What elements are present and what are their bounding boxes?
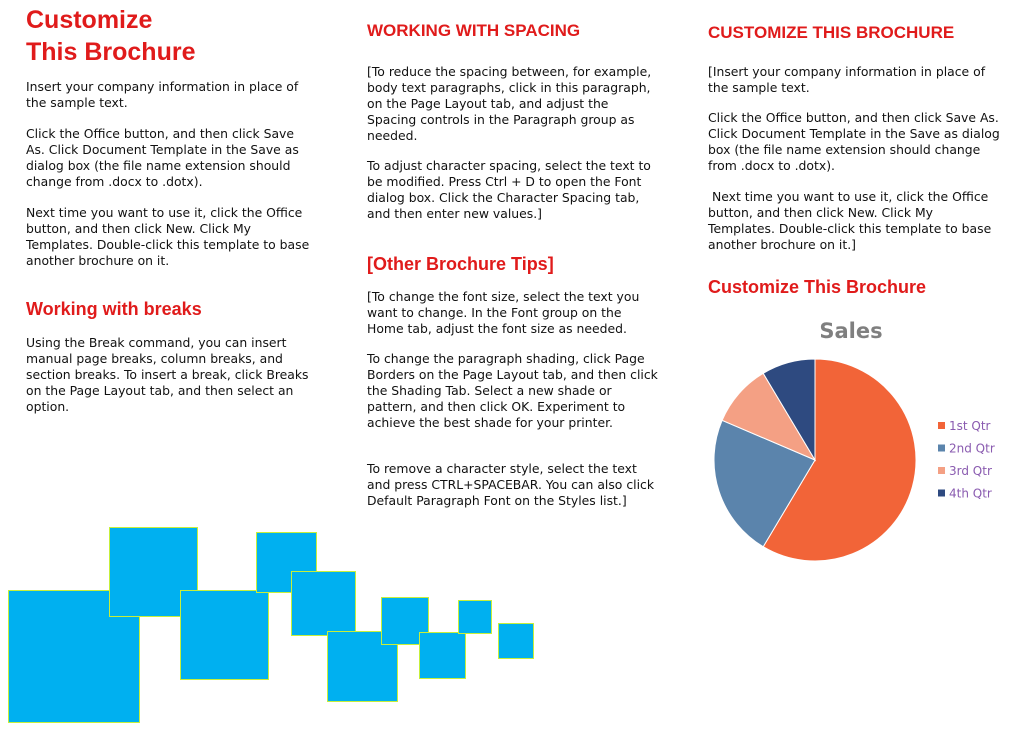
- decorative-square-10: [498, 623, 534, 659]
- decorative-square-9: [458, 600, 492, 634]
- decorative-square-5: [291, 571, 356, 636]
- col3-paragraph-2: Click the Office button, and then click Save As. Click Document Template in the Save as dialog box (the file name extension should change from .docx to .dotx).: [708, 110, 1000, 173]
- legend-label-4: 4th Qtr: [949, 486, 992, 501]
- legend-swatch-1: [938, 422, 945, 429]
- customize-this-brochure-heading: CUSTOMIZE THIS BROCHURE: [708, 23, 955, 42]
- col2-paragraph-3: [To change the font size, select the text you want to change. In the Font group on the Home tab, adjust the font size as needed.: [367, 289, 640, 336]
- legend-swatch-4: [938, 490, 945, 497]
- col2-paragraph-2: To adjust character spacing, select the text to be modified. Press Ctrl + D to open the Font dialog box. Click the Character Spacing tab, and then enter new values.]: [367, 158, 651, 221]
- col1-paragraph-4: Using the Break command, you can insert manual page breaks, column breaks, and section breaks. To insert a break, click Breaks on the Page Layout tab, and then select an option.: [26, 335, 309, 414]
- other-brochure-tips-heading: [Other Brochure Tips]: [367, 254, 554, 274]
- working-with-breaks-heading: Working with breaks: [26, 299, 202, 319]
- decorative-square-3: [180, 590, 269, 680]
- sales-pie-chart: [700, 312, 1010, 572]
- col2-paragraph-4: To change the paragraph shading, click Page Borders on the Page Layout tab, and then click the Shading Tab. Select a new shade or pattern, and then click OK. Experiment to achieve the best shade for your printer.: [367, 351, 658, 430]
- col2-paragraph-5: To remove a character style, select the text and press CTRL+SPACEBAR. You can also click Default Paragraph Font on the Styles list.]: [367, 461, 655, 508]
- col1-paragraph-2: Click the Office button, and then click Save As. Click Document Template in the Save as dialog box (the file name extension should change from .docx to .dotx).: [26, 126, 299, 189]
- legend-label-3: 3rd Qtr: [949, 464, 992, 478]
- legend-label-1: 1st Qtr: [949, 419, 991, 433]
- col1-paragraph-3: Next time you want to use it, click the Office button, and then click New. Click My Templates. Double-click this template to base another brochure on it.: [26, 205, 310, 268]
- chart-legend: [938, 419, 995, 501]
- legend-swatch-3: [938, 467, 945, 474]
- col2-paragraph-1: [To reduce the spacing between, for example, body text paragraphs, click in this paragraph, on the Page Layout tab, and adjust the Spacing controls in the Paragraph group as needed.: [367, 64, 652, 143]
- legend-swatch-2: [938, 445, 945, 452]
- working-with-spacing-heading: WORKING WITH SPACING: [367, 21, 581, 40]
- brochure-title: Customize This Brochure: [26, 6, 196, 66]
- pie-slices: [714, 359, 916, 561]
- legend-label-2: 2nd Qtr: [949, 441, 995, 456]
- customize-brochure-subheading: Customize This Brochure: [708, 277, 927, 297]
- col3-paragraph-3: Next time you want to use it, click the Office button, and then click New. Click My Templates. Double-click this template to base another brochure on it.]: [708, 189, 996, 252]
- col3-paragraph-1: [Insert your company information in place of the sample text.: [708, 64, 986, 95]
- chart-title: Sales: [819, 319, 883, 343]
- decorative-square-8: [419, 632, 466, 679]
- col1-paragraph-1: Insert your company information in place of the sample text.: [26, 79, 299, 110]
